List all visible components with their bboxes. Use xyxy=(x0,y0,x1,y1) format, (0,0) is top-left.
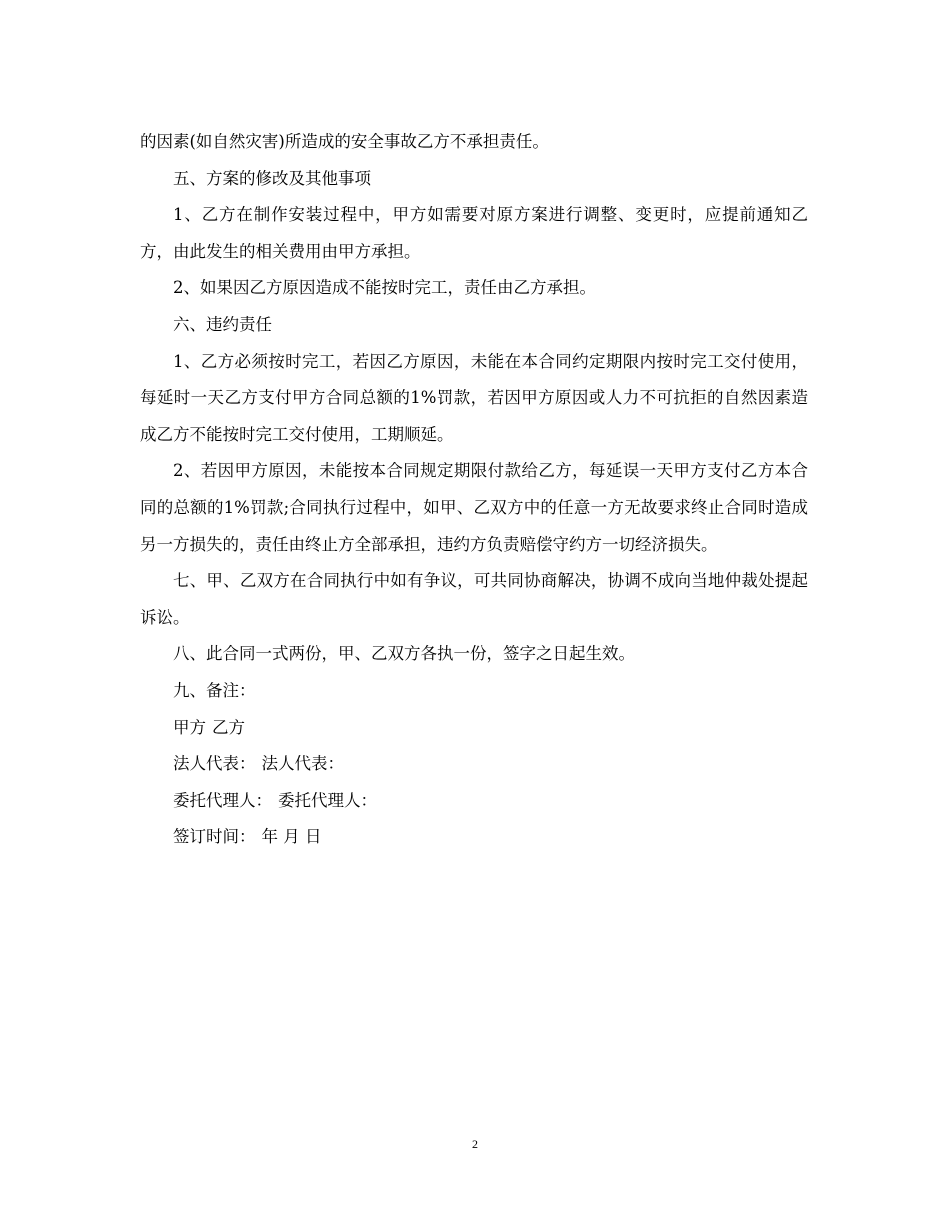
party-a-label: 甲方 xyxy=(173,717,206,737)
section-7: 七、甲、乙双方在合同执行中如有争议，可共同协商解决，协调不成向当地仲裁处提起诉讼。 xyxy=(140,571,808,627)
clause-5-1: 1、乙方在制作安装过程中，甲方如需要对原方案进行调整、变更时，应提前通知乙方，由此发生的相关费用由甲方承担。 xyxy=(140,205,808,261)
agent-a-label: 委托代理人： xyxy=(173,790,272,810)
legal-rep-b-label: 法人代表： xyxy=(261,754,344,774)
signature-parties xyxy=(140,710,808,747)
section-heading-6: 六、违约责任 xyxy=(173,314,272,334)
signature-legal-rep xyxy=(140,746,808,783)
signature-date xyxy=(140,819,808,856)
clause-5-2: 2、如果因乙方原因造成不能按时完工，责任由乙方承担。 xyxy=(173,278,596,298)
legal-rep-a-label: 法人代表： xyxy=(173,754,256,774)
section-9-remarks: 九、备注： xyxy=(173,680,256,700)
agent-b-label: 委托代理人： xyxy=(278,790,377,810)
page-number: 2 xyxy=(472,1137,478,1151)
party-b-label: 乙方 xyxy=(212,717,245,737)
section-heading-5: 五、方案的修改及其他事项 xyxy=(173,168,371,188)
clause-6-2: 2、若因甲方原因，未能按本合同规定期限付款给乙方，每延误一天甲方支付乙方本合同的总额的1%罚款;合同执行过程中，如甲、乙双方中的任意一方无故要求终止合同时造成另一方损失的，责任由终止方全部承担，违约方负责赔偿守约方一切经济损失。 xyxy=(140,461,808,554)
signature-agent xyxy=(140,783,808,820)
paragraph-continuation: 的因素(如自然灾害)所造成的安全事故乙方不承担责任。 xyxy=(140,132,549,151)
date-value: 年 月 日 xyxy=(261,827,322,847)
document-body xyxy=(140,124,808,856)
date-label: 签订时间： xyxy=(173,827,256,847)
section-8: 八、此合同一式两份，甲、乙双方各执一份，签字之日起生效。 xyxy=(173,644,635,664)
clause-6-1: 1、乙方必须按时完工，若因乙方原因，未能在本合同约定期限内按时完工交付使用，每延时一天乙方支付甲方合同总额的1%罚款，若因甲方原因或人力不可抗拒的自然因素造成乙方不能按时完工交付使用，工期顺延。 xyxy=(140,351,808,444)
